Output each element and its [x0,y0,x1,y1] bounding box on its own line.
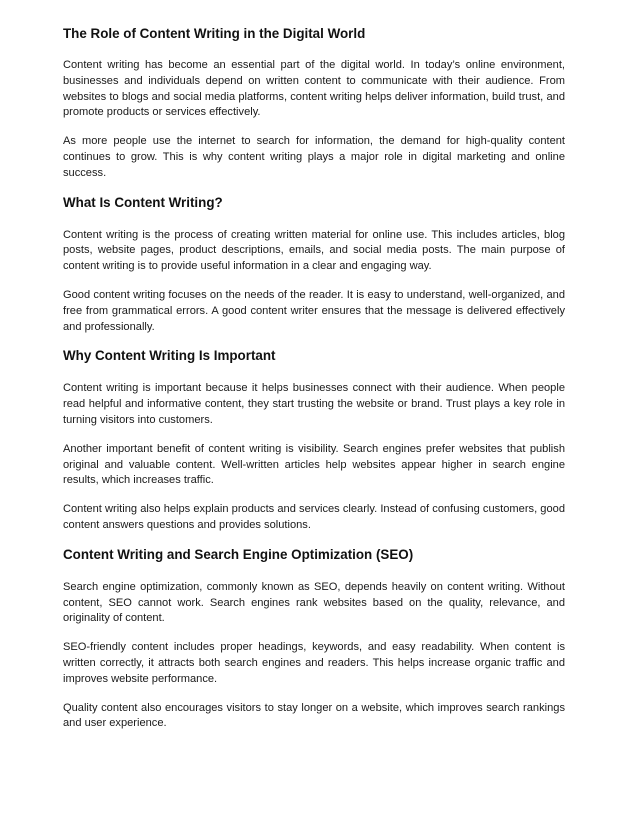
intro-paragraph: As more people use the internet to search for information, the demand for high-quality content continues to grow. This is why content writing plays a major role in digital marketing and online success. [63,135,565,179]
section-heading: Why Content Writing Is Important [63,348,276,364]
section-seo [63,547,565,732]
section-what-is-content-writing [63,195,565,336]
section-paragraph: Content writing is important because it helps businesses connect with their audience. When people read helpful and informative content, they start trusting the website or brand. Trust plays a key role in turning visitors into customers. [63,382,565,426]
section-paragraph: Search engine optimization, commonly known as SEO, depends heavily on content writing. Without content, SEO cannot work. Search engines rank websites based on the quality, relevance, and originality of content. [63,580,565,625]
section-paragraph: SEO-friendly content includes proper headings, keywords, and easy readability. When content is written correctly, it attracts both search engines and readers. This helps increase organic traffic and improves website performance. [63,641,565,685]
section-paragraph: Another important benefit of content writing is visibility. Search engines prefer websites that publish original and valuable content. Well-written articles help websites appear higher in search engine results, which increases traffic. [63,442,565,487]
section-paragraph: Content writing is the process of creating written material for online use. This includes articles, blog posts, website pages, product descriptions, emails, and social media posts. The main purpose of content writing is to provide useful information in a clear and engaging way. [63,228,565,273]
section-paragraph: Quality content also encourages visitors to stay longer on a website, which improves search rankings and user experience. [63,701,565,730]
document-title: The Role of Content Writing in the Digital World [63,26,366,41]
section-heading: Content Writing and Search Engine Optimization (SEO) [63,546,414,562]
intro-paragraph: Content writing has become an essential part of the digital world. In today’s online environment, businesses and individuals depend on written content to communicate with their audience. From websites to blogs and social media platforms, content writing helps deliver information, build trust, and promote products or services effectively. [63,59,565,119]
section-paragraph: Good content writing focuses on the needs of the reader. It is easy to understand, well-organized, and free from grammatical errors. A good content writer ensures that the message is delivered effectively and professionally. [63,288,565,333]
intro-section [63,58,565,182]
section-heading: What Is Content Writing? [63,194,223,210]
section-paragraph: Content writing also helps explain products and services clearly. Instead of confusing customers, good content answers questions and provides solutions. [63,503,565,531]
section-why-important [63,348,565,533]
